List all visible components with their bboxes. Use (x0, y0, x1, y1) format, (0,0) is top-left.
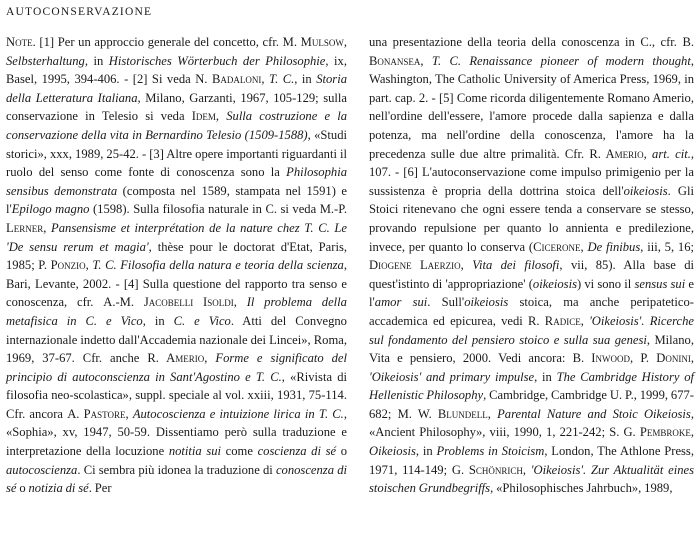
italic-run: 'Oikeiosis'. Ricerche sul fondamento del pensiero stoico e sulla sua genesi (369, 313, 695, 347)
text-run: , (690, 425, 694, 440)
author-name: A. Pastore (67, 406, 126, 421)
italic-run: Autocoscienza e intuizione lirica in T. C. (132, 406, 344, 421)
text-run: (composta nel 1589, stampata nel 1591) e l' (6, 183, 347, 217)
italic-run: T. C. Renaissance pioneer of modern thought (431, 53, 691, 68)
text-run: . Ci sembra più idonea la traduzione di (77, 462, 276, 477)
text-run: , (522, 462, 531, 477)
running-head: AUTOCONSERVAZIONE (6, 6, 153, 18)
text-run: , «Sophia», xv, 1947, 50-59. Dissentiamo però sulla traduzione e interpretazione della locuzione (6, 406, 347, 459)
italic-run: coscienza di sé (257, 444, 337, 459)
notes-paragraph-right (369, 33, 694, 498)
text-run: , Milano, Vita e pensiero, 2000. Vedi ancora: (369, 332, 694, 366)
text-run: , «Ancient Philosophy», viii, 1990, 1, 221-242; (369, 406, 694, 440)
text-run: , «Philosophisches Jahrbuch», 1989, (490, 481, 673, 496)
text-run: . Per (88, 481, 112, 496)
text-run: , Washington, The Catholic University of America Press, 1969, in part. cap. 2. - [5] Come ricorda diligentemente Romano Amerio, nell'ordine dell'essere, l'amore procede dalla sapienza e dalla potenza, ma nell'ordine della conoscenza, l'amore ha la precedenza sulle due altre primalità. Cfr. (369, 53, 694, 161)
text-run: , in (415, 444, 437, 459)
author-name: A.-M. Jacobelli Isoldi (103, 295, 234, 310)
text-run: , (43, 220, 52, 235)
italic-run: oikeiosis (532, 276, 577, 291)
text-run: , (125, 406, 133, 421)
text-run: stoica, ma anche peripatetico-accademica ed epicurea, vedi (369, 295, 694, 328)
italic-run: De finibus (587, 239, 641, 254)
text-run: , (233, 295, 247, 310)
text-run: , «Rivista di filosofia neo-scolastica», suppl. speciale al vol. xxiii, 1931, 75-114. Cfr. ancora (6, 369, 347, 421)
text-run: . [1] Per un approccio generale del concetto, cfr. (32, 35, 283, 49)
text-run: , Milano, Garzanti, 1967, 105-129; sulla conservazione in Telesio si veda (6, 90, 347, 124)
text-run: , London, The Athlone Press, 1971, 114-149; (369, 444, 694, 477)
text-run: , Bari, Levante, 2002. - [4] Sulla questione del rapporto tra senso e conoscenza, cfr. (6, 258, 347, 310)
text-run: o (16, 481, 29, 496)
italic-run: Philosophia sensibus demonstrata (6, 165, 347, 198)
text-run: , (215, 109, 227, 124)
notes-column-right (369, 33, 694, 498)
text-run: , ix, Basel, 1995, 394-406. - [2] Si veda (6, 53, 347, 87)
text-run: , in (84, 53, 109, 68)
text-run: come (221, 444, 258, 459)
author-name: R. Amerio (147, 351, 205, 366)
text-run: . Atti del Convegno internazionale indetto dall'Accademia nazionale dei Lincei», Roma, 1969, 37-67. Cfr. anche (6, 313, 347, 366)
text-run: (1598). Sulla filosofia naturale in C. si veda (89, 202, 320, 217)
text-run: , (261, 72, 269, 87)
italic-run: notizia di sé (28, 481, 89, 496)
italic-run: Historisches Wörterbuch der Philosophie (108, 53, 326, 68)
author-name: M. W. Blundell (397, 406, 488, 421)
text-run: . Sull' (427, 295, 465, 310)
italic-run: Pansensisme et interprétation de la nature chez T. C. Le 'De sensu rerum et magia' (6, 220, 348, 254)
text-run: , (420, 53, 432, 68)
text-run: , (343, 35, 347, 49)
text-run: , (643, 146, 653, 161)
author-name: R. Radice (528, 313, 581, 328)
author-name: B. Bonansea (369, 35, 694, 68)
italic-run: Problems in Stoicism (436, 444, 545, 459)
text-run: ) vi sono il (576, 276, 635, 291)
text-run: , (460, 258, 473, 273)
text-run: o (336, 444, 347, 459)
author-name: P. Ponzio (38, 258, 86, 273)
text-run: una presentazione della teoria della conoscenza in C., cfr. (369, 35, 683, 49)
italic-run: 'Oikeiosis'. Zur Aktualität eines stoischen Grundbegriffs (369, 462, 694, 496)
text-run: , 107. - [6] L'autoconservazione come impulso primigenio per la sussistenza è propria della dottrina stoica dell' (369, 146, 695, 198)
italic-run: The Cambridge History of Hellenistic Philosophy (369, 369, 694, 403)
text-run: , in (142, 313, 174, 328)
author-name: Cicerone (533, 239, 581, 254)
italic-run: Storia della Letteratura Italiana (6, 72, 347, 105)
italic-run: Forme e significato del principio di autoconscienza in Sant'Agostino e T. C. (6, 351, 348, 384)
text-run: , (580, 239, 588, 254)
author-name: R. Amerio (589, 146, 644, 161)
italic-run: Oikeiosis (369, 444, 416, 459)
text-run: , (487, 406, 498, 421)
italic-run: C. e Vico (173, 313, 231, 328)
text-run: e l' (369, 276, 694, 310)
italic-run: 'Oikeiosis' and primary impulse (369, 369, 535, 384)
author-name: N. Badaloni (195, 72, 262, 87)
text-run: , in (294, 72, 317, 87)
text-run: , in (534, 369, 557, 384)
italic-run: oikeiosis (464, 295, 509, 310)
italic-run: Parental Nature and Stoic Oikeiosis (497, 406, 691, 421)
text-run: , Cambridge, Cambridge U. P., 1999, 677-682; (369, 388, 694, 421)
italic-run: T. C. (269, 72, 295, 87)
italic-run: notitia sui (168, 444, 222, 459)
italic-run: Sulla costruzione e la conservazione della vita in Bernardino Telesio (1509-1588) (6, 109, 348, 142)
author-name: Idem (191, 109, 216, 124)
text-run: , thèse pour le doctorat d'Etat, Paris, 1985; (6, 239, 347, 273)
notes-paragraph-left (6, 33, 347, 498)
italic-run: amor sui (374, 295, 428, 310)
author-name: Note (6, 35, 33, 49)
text-run: , «Studi storici», xxx, 1989, 25-42. - [3] Altre opere importanti riguardanti il ruolo del senso come fonte di conoscenza sono la (6, 127, 348, 180)
text-run: , (204, 351, 216, 366)
author-name: S. G. Pembroke (609, 425, 691, 440)
italic-run: Il problema della metafisica in C. e Vico (6, 295, 347, 328)
italic-run: Vita dei filosofi (472, 258, 560, 273)
italic-run: oikeiosis (623, 183, 668, 198)
author-name: M.-P. Lerner (6, 202, 347, 235)
italic-run: sensus sui (634, 276, 686, 291)
author-name: Diogene Laerzio (369, 258, 461, 273)
text-run: , (580, 313, 590, 328)
text-run: , iii, 5, 16; (640, 239, 694, 254)
text-run: , (85, 258, 93, 273)
italic-run: Selbsterhaltung (6, 53, 85, 68)
italic-run: T. C. Filosofia della natura e teoria della scienza (92, 258, 344, 273)
author-name: B. Inwood, P. Donini (572, 351, 691, 366)
text-run: . Gli Stoici ritenevano che ogni essere tenda a conservare se stesso, provando repulsione per quanto lo annienta e predilezione, invece, per quanto lo conserva ( (369, 183, 694, 254)
italic-run: Epilogo magno (11, 202, 90, 217)
italic-run: autocoscienza (6, 462, 78, 477)
author-name: G. Schönrich (451, 462, 523, 477)
text-run: , (690, 351, 694, 366)
notes-column-left (6, 33, 347, 498)
italic-run: art. cit. (652, 146, 691, 161)
author-name: M. Mulsow (282, 35, 344, 49)
italic-run: conoscenza di sé (6, 462, 347, 496)
text-run: , vii, 85). Alla base di quest'istinto di 'appropriazione' ( (369, 258, 695, 291)
